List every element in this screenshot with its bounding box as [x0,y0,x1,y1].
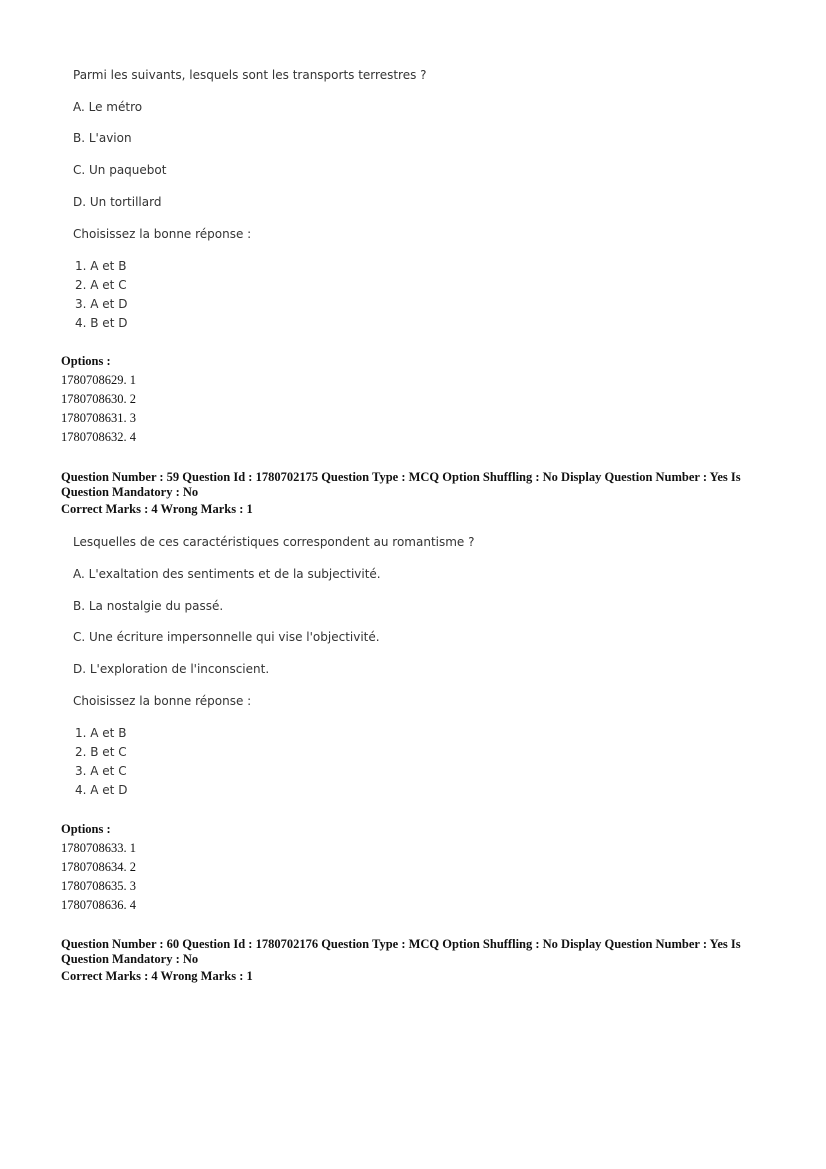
statement-d: D. L'exploration de l'inconscient. [73,662,270,676]
choice-1: 1. A et B [75,259,127,273]
question-header-line2: Question Mandatory : No [61,485,199,499]
question-header [61,470,761,500]
choice-1: 1. A et B [75,726,127,740]
question-text: Lesquelles de ces caractéristiques correspondent au romantisme ? [73,535,475,549]
option-id-1: 1780708629. 1 [61,373,136,387]
question-text: Parmi les suivants, lesquels sont les transports terrestres ? [73,68,427,82]
options-label: Options : [61,822,111,836]
marks-line: Correct Marks : 4 Wrong Marks : 1 [61,969,253,983]
option-id-4: 1780708636. 4 [61,898,136,912]
statement-a: A. Le métro [73,100,143,114]
choice-3: 3. A et D [75,297,128,311]
statement-b: B. L'avion [73,131,132,145]
choice-4: 4. A et D [75,783,128,797]
question-header-line2: Question Mandatory : No [61,952,199,966]
choice-2: 2. A et C [75,278,127,292]
option-id-3: 1780708635. 3 [61,879,136,893]
option-id-2: 1780708630. 2 [61,392,136,406]
statement-a: A. L'exaltation des sentiments et de la subjectivité. [73,567,381,581]
choice-3: 3. A et C [75,764,127,778]
marks-line: Correct Marks : 4 Wrong Marks : 1 [61,502,253,516]
statement-c: C. Un paquebot [73,163,167,177]
statement-d: D. Un tortillard [73,195,162,209]
question-header-line1: Question Number : 60 Question Id : 1780702176 Question Type : MCQ Option Shuffling : No Display Question Number : Yes Is [61,937,741,951]
option-id-3: 1780708631. 3 [61,411,136,425]
instruction-text: Choisissez la bonne réponse : [73,694,252,708]
instruction-text: Choisissez la bonne réponse : [73,227,252,241]
question-header [61,937,761,967]
question-header-line1: Question Number : 59 Question Id : 1780702175 Question Type : MCQ Option Shuffling : No Display Question Number : Yes Is [61,470,741,484]
options-label: Options : [61,354,111,368]
option-id-4: 1780708632. 4 [61,430,136,444]
statement-c: C. Une écriture impersonnelle qui vise l'objectivité. [73,630,380,644]
choice-2: 2. B et C [75,745,127,759]
statement-b: B. La nostalgie du passé. [73,599,224,613]
option-id-2: 1780708634. 2 [61,860,136,874]
choice-4: 4. B et D [75,316,128,330]
option-id-1: 1780708633. 1 [61,841,136,855]
